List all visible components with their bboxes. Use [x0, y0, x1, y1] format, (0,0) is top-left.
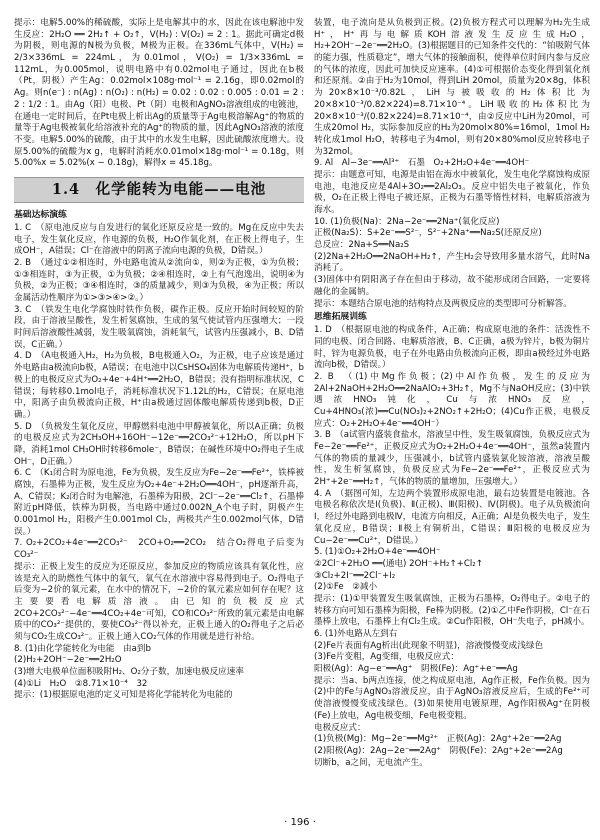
paragraph: (2)2Na+2H₂O══2NaOH+H₂↑，产生H₂会导致用多量水溶气，此时Na消耗了。: [314, 251, 590, 274]
paragraph: 电极反应式：: [314, 722, 366, 733]
paragraph: (2)H₂+2OH⁻−2e⁻══2H₂O: [14, 655, 122, 666]
paragraph: (3)Fe片变粗，Ag变细，电极反应式：: [314, 652, 459, 663]
paragraph: 4. D （A电极通入H₂，H₂为负极，B电极通入O₂，为正极，电子应该是通过外电路由a极流向b极，A错误；在电池中以CsHSO₄固体为电解质传递H⁺，b极上的电极反应式为O₂+4e⁻+4H⁺══2H₂O，B错误；没有指明标准状况，C错误；每转移0.1mol电子，消耗标准状况下1.12L的H₂，C错误；在原电池中，阳离子由负极流向正极，H⁺由a极通过固体酸电解质传递到b极，D正确。）: [14, 351, 304, 420]
paragraph: 提示：正极上发生的反应为还原反应，参加反应的物质应该具有氧化性，应该是充入的助燃性气体中的氧气，氧气在水溶液中容易得到电子。O₂得电子后变为−2价的氧元素，在水中的情况下，−2价的氧元素应如何存在呢？这主要要看电解质溶液。由已知的负极反应式2CO+2CO₃²⁻−4e⁻══4CO₂+4e⁻可知，CO和CO₃²⁻所致的氧元素是由电解质中的CO₃²⁻提供的，要使CO₃²⁻得以补充，正极上通入的O₂得电子之后必须与CO₂生成CO₃²⁻。正极上通入CO₂气体的作用就是进行补给。: [14, 561, 304, 642]
paragraph: 装置，电子流向是从负极到正极。(2)负极方程式可以理解为H₂先生成H⁺，H⁺再与电解质KOH溶液发生反应生成H₂O，H₂+2OH⁻−2e⁻══2H₂O。(3)根据题目的已知条件交代的：“铂吸附气体的能力强，性质稳定”，增大气体的接触面积，使得单位时间内参与反应的气体的浓度，因此可加快反应速率。(4)①可根据价态变化得到氧化剂和还原剂。②由于H₂为10mol，得到LiH 20mol，质量为20×8g，体积为20×8×10⁻³/0.82L，LiH与被吸收的H₂体积比为20×8×10⁻³/0.82×224)=8.71×10⁻⁴。LiH吸收的H₂体积比为20×8×10⁻³/(0.82×224)=8.71×10⁻⁴，由②反应中LiH为20mol，可生成20mol H₂，实际参加反应的H₂为20mol×80%=16mol，1mol H₂转化成1mol H₂O，转移电子为4mol，则有20×80%mol反应转移电子为32mol。: [314, 18, 590, 157]
paragraph: 提示：(1)①甲装置发生吸氧腐蚀，正极为石墨棒，O₂得电子。②电子的转移方向可知石墨棒为阳极，Fe棒为阴极。(2)①乙中Fe作阴极，Cl⁻在石墨棒上放电，石墨棒上有Cl₂生成。②Cu作阳极，OH⁻失电子，pH减小。: [314, 593, 590, 628]
paragraph: 6. (1)外电路从左到右: [314, 629, 398, 640]
paragraph: ③Cl₂+2I⁻══2Cl⁻+I₂: [314, 570, 396, 581]
paragraph: 提示：本题结合原电池的结构特点及两极反应的类型即可分析解答。: [314, 298, 572, 309]
paragraph: 1. C （原电池反应与自发进行的氧化还原反应是一致的。Mg在反应中失去电子，发生氧化反应，作电源的负极，H₂O作氧化剂，在正极上得电子，生成OH⁻，A错误；Cl⁻在溶液中的阴离子流向电源的负极，D错误。）: [14, 222, 304, 257]
paragraph: 提示：(1)根据原电池的定义可知是将化学能转化为电能的: [14, 690, 233, 701]
paragraph: 10. (1)负极(Na)：2Na−2e⁻══2Na⁺(氧化反应): [314, 216, 500, 227]
sub-title-extension: 思维拓展训练: [314, 312, 367, 323]
intro-paragraph: 提示：电解5.00%的稀硫酸，实际上是电解其中的水，因此在该电解池中发生反应：2H₂O ══ 2H₂↑ + O₂↑，V(H₂) : V(O₂) = 2 : 1。据此可确定d极为阴极，则电源的N极为负极，M极为正极。在336mL气体中，V(H₂) = 2/3×336mL = 224mL，为0.01mol，V(O₂) = 1/3×336mL = 112mL，为0.005mol，说明电路中有0.02mol电子通过，因此在b极（Pt，阴极）产生Ag：0.02mol×108g·mol⁻¹ = 2.16g，即0.02mol的Ag。则n(e⁻) : n(Ag) : n(O₂) : n(H₂) = 0.02 : 0.02 : 0.005 : 0.01 = 2 : 2 : 1/2 : 1。由Ag（阳）电极、Pt（阴）电极和AgNO₃溶液组成的电镀池，在通电一定时间后，在Pt电极上析出Ag的质量等于Ag电极溶解Ag⁺的物质的量等于Ag电极被氧化给溶液补充的Ag⁺的物质的量，因此AgNO₃溶液的浓度不变。电解5.00%的硫酸，由于其中的水发生电解，因此硫酸浓度增大。设原5.00%的硫酸为x g，电解时消耗水0.01mol×18g·mol⁻¹ = 0.18g，则5.00%x = 5.02%(x − 0.18g)，解得x = 45.18g。: [14, 18, 307, 169]
paragraph: (3)固体中有阴阳离子存在但由于移动，故不能形成闭合回路，一定要将融化的金属钠。: [314, 275, 590, 297]
paragraph: 6. C （K₁闭合时为原电池，Fe为负极，发生反应为Fe−2e⁻══Fe²⁺，铁棒被腐蚀，石墨棒为正极，发生反应为O₂+4e⁻+2H₂O══4OH⁻，pH逐渐升高，A、C错误；K₂闭合时为电解池，石墨棒为阳极，2Cl⁻−2e⁻══Cl₂↑，石墨棒附近pH降低，铁棒为阴极，当电路中通过0.002N_A个电子时，阴极产生0.001mol H₂，阳极产生0.001mol Cl₂，两极共产生0.002mol气体，D错误。）: [14, 468, 304, 537]
paragraph: 9. Al Al−3e⁻══Al³⁺ 石墨 O₂+2H₂O+4e⁻══4OH⁻: [314, 158, 530, 169]
paragraph: 提示：当a、b两点连接，使之构成原电池，Ag作正极，Fe作负极。因为(2)中的Fe与AgNO₃溶液反应，由于AgNO₃溶液反应后，生成的Fe²⁺可使溶液慢慢变成浅绿色。(3)如果使用电镀原理，Ag作阳极Ag⁺在阴极(Fe)上放电，Ag电极变细，Fe电极变粗。: [314, 675, 590, 721]
left-column: [14, 18, 307, 812]
paragraph: 切断b，a之间，无电流产生。: [314, 757, 428, 768]
right-column: [314, 18, 590, 812]
paragraph: (3)增大电极单位面积吸附H₂、O₂分子数，加速电极反应速率: [14, 667, 244, 678]
paragraph: 3. B （a试管内盛装食盐水，溶液呈中性，发生吸氧腐蚀，负极反应式为Fe−2e⁻══Fe²⁺，正极反应式为O₂+2H₂O+4e⁻══4OH⁻，虽然a装置内气体的物质的量减少，压强减小，b试管内盛装氯化铵溶液，溶液呈酸性，发生析氢腐蚀，负极反应式为Fe−2e⁻══Fe²⁺，正极反应式为2H⁺+2e⁻══H₂↑，气体的物质的量增加，压强增大。）: [314, 430, 590, 488]
paragraph: 正极(Na₂S)：S+2e⁻══S²⁻，S²⁻+2Na⁺══Na₂S(还原反应): [314, 228, 542, 239]
paragraph: 2. B （通过①②相连时，外电路电流从②流向①，则②为正极，①为负极；①③相连时，③为正极，①为负极；②④相连时，②上有气泡逸出，说明④为负极，②为正极；③④相连时，③的质量减少，则③为负极，④为正极；所以金属活动性顺序为①>③>④>②。）: [14, 257, 304, 304]
paragraph: 8. (1)由化学能转化为电能 由a到b: [14, 643, 151, 654]
page-number: · 196 ·: [284, 817, 316, 829]
paragraph: (1)负极(Mg)：Mg−2e⁻══Mg²⁺ 正极(Ag)：2Ag⁺+2e⁻══2Ag: [314, 734, 562, 745]
paragraph: (4)①Li H₂O ②8.71×10⁻⁴ 32: [14, 678, 148, 689]
paragraph: 7. O₂+2CO₂+4e⁻══2CO₃²⁻ 2CO+O₂══2CO₂ 结合O₂得电子后变为CO₃²⁻: [14, 538, 304, 561]
paragraph: 阳极(Ag)：Ag−e⁻══Ag⁺ 阴极(Fe)：Ag⁺+e⁻══Ag: [314, 664, 518, 675]
paragraph: 5. D （负极发生氧化反应，甲醇燃料电池中甲醇被氧化，所以A正确；负极的电极反应式为2CH₃OH+16OH⁻−12e⁻══2CO₃²⁻+12H₂O，所以pH下降，消耗1mol CH₃OH时转移6mole⁻，B错误；在碱性环境中O₂得电子生成OH⁻，D正确。）: [14, 421, 304, 467]
paragraph: (2)Fe片表面有Ag析出(此现象不明显)，溶液慢慢变成浅绿色: [314, 640, 544, 651]
section-title: 1.4 化学能转为电能——电池: [14, 177, 304, 203]
paragraph: 3. C （铁发生电化学腐蚀时铁作负极，碳作正极。反应开始时间较短的阶段，由于溶液呈酸性，发生析氢腐蚀，生成的氢气使试管内压强增大；一段时间后溶液酸性减弱，发生吸氧腐蚀，消耗氧气，试管内压强减小，B、D错误，C正确。）: [14, 304, 304, 350]
paragraph: ②2Cl⁻+2H₂O ══(通电) 2OH⁻+H₂↑+Cl₂↑: [314, 558, 483, 569]
paragraph: 2. B （(1)中Mg作负极；(2)中Al作负极，发生的反应为2Al+2NaOH+2H₂O══2NaAlO₂+3H₂↑，Mg不与NaOH反应；(3)中铁遇浓HNO₃钝化，Cu与浓HNO₃反应，Cu+4HNO₃(浓)══Cu(NO₃)₂+2NO₂↑+2H₂O；(4)Cu作正极，电极反应式：O₂+2H₂O+4e⁻══4OH⁻）: [314, 371, 590, 429]
paragraph: 提示：由题意可知，电源是由铝在海水中被氧化，发生电化学腐蚀构成原电池，电池反应是4Al+3O₂══2Al₂O₃。反应中铝失电子被氧化，作负极，O₂在正极上得电子被还原，正极为石墨等惰性材料，电解质溶液为海水。: [314, 169, 590, 215]
paragraph: 5. (1)①O₂+2H₂O+4e⁻══4OH⁻: [314, 547, 441, 558]
sub-title-basic: 基础达标演练: [14, 209, 67, 220]
paragraph: (2)①Fe ②减小: [314, 582, 378, 593]
paragraph: 4. A （据图可知，左边两个装置形成原电池，最右边装置是电镀池。各电极名称依次是Ⅰ(负极)、Ⅱ(正极)、Ⅲ(阳极)、Ⅳ(阴极)。电子从负极流向Ⅰ，经过外电路到电极Ⅳ，电流方向相反，A正确；Al是负极失电子，发生氧化反应，B错误；Ⅱ极上有铜析出，C错误；Ⅲ阳极的电极反应为Cu−2e⁻══Cu²⁺，D错误。）: [314, 488, 590, 546]
paragraph: (2)阳极(Ag)：2Ag−2e⁻══2Ag⁺ 阴极(Fe)：2Ag⁺+2e⁻══2Ag: [314, 745, 563, 756]
paragraph: 1. D （根据原电池的构成条件，A正确；构成原电池的条件：活泼性不同的电极、闭合回路、电解质溶液，B、C正确，a极为锌片，b极为铜片时，锌为电源负极，电子在外电路由负极流向正极，即由a极经过外电路流向b极，D错误。）: [314, 325, 590, 371]
paragraph: 总反应：2Na+S══Na₂S: [314, 240, 410, 251]
